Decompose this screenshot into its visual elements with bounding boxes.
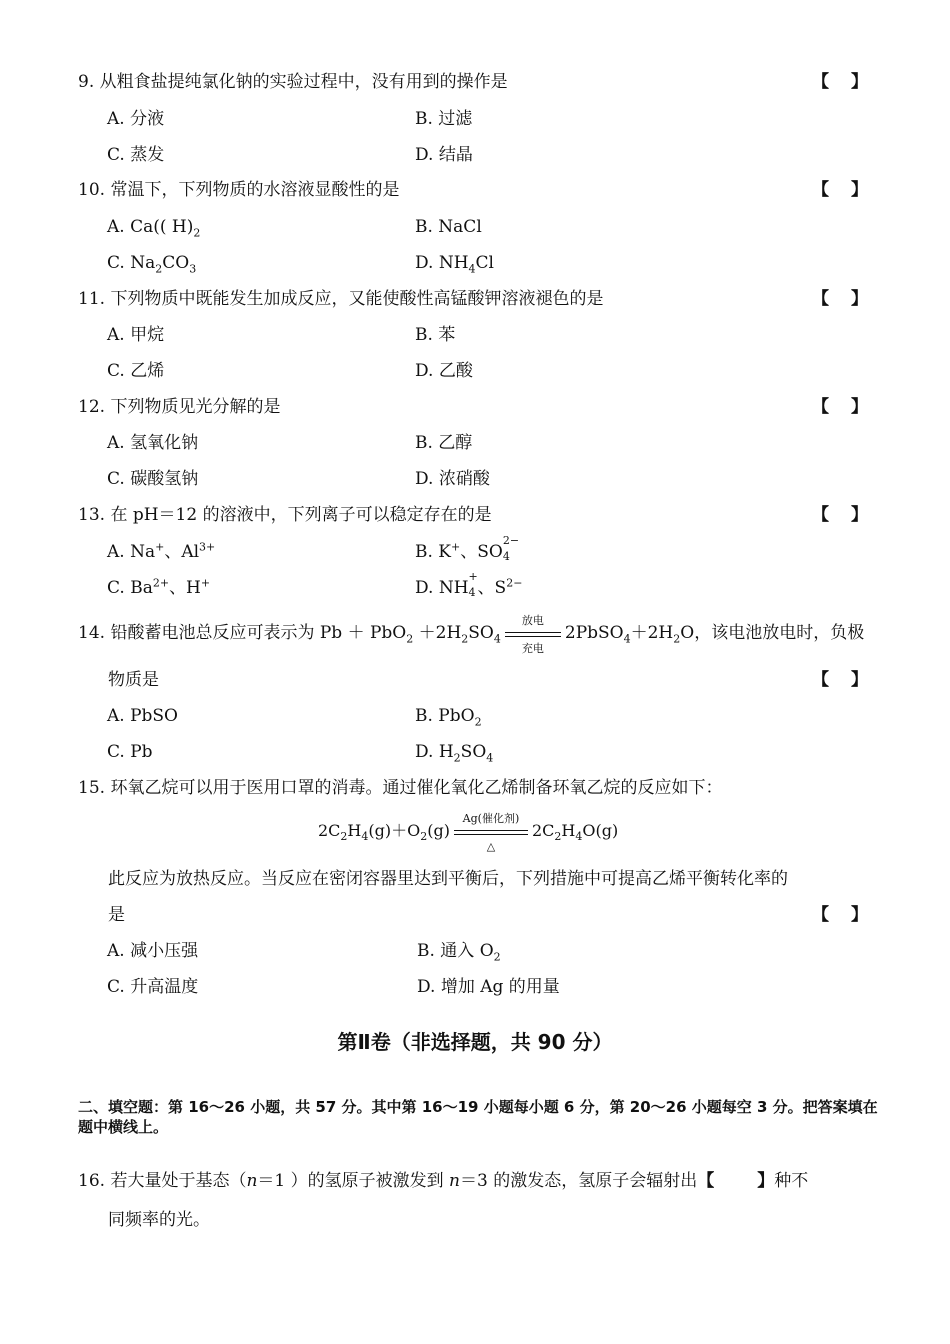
answer-bracket-11[interactable]: 【 】: [812, 289, 868, 309]
part-2-title: 第Ⅱ卷（非选择题，共 90 分）: [337, 1030, 613, 1054]
option-9d: D. 结晶: [415, 145, 473, 165]
option-14d: D. $H_2SO_4$: [415, 742, 494, 765]
option-15d: D. 增加 Ag 的用量: [417, 977, 560, 997]
option-10c: C. $Na_2CO_3$: [107, 253, 197, 276]
option-15c: C. 升高温度: [107, 977, 199, 997]
option-10a: A. Ca(( $H)_2$: [107, 217, 201, 240]
question-12-stem: 12. 下列物质见光分解的是: [78, 397, 281, 417]
answer-bracket-15[interactable]: 【 】: [812, 905, 868, 925]
answer-bracket-9[interactable]: 【 】: [812, 72, 868, 92]
option-15b: B. 通入 $O_2$: [417, 941, 501, 964]
question-16-stem: 16. 若大量处于基态（n＝1 ）的氢原子被激发到 n＝3 的激发态，氢原子会辐射出【 】种不: [78, 1171, 809, 1191]
reversible-arrow: 放电 充电: [503, 623, 563, 645]
question-16-continuation: 同频率的光。: [108, 1210, 210, 1230]
option-9b: B. 过滤: [415, 109, 473, 129]
option-13c: C. $Ba^{2+}$、H+: [107, 576, 211, 598]
option-10d: D. $NH_4Cl$: [415, 253, 494, 276]
section-2-instructions: 二、填空题：第 16～26 小题，共 57 分。其中第 16～19 小题每小题 6 分，第 20～26 小题每空 3 分。把答案填在题中横线上。: [78, 1098, 878, 1136]
option-14c: C. Pb: [107, 742, 153, 762]
question-10-stem: 10. 常温下，下列物质的水溶液显酸性的是: [78, 180, 400, 200]
answer-bracket-10[interactable]: 【 】: [812, 180, 868, 200]
reaction-equation: $2C_2H_4(g)+O_2(g)$ Ag(催化剂) △ $2C_2H_4O(g)$: [318, 811, 619, 853]
question-14-continuation: 物质是: [108, 670, 159, 690]
option-11a: A. 甲烷: [107, 325, 165, 345]
option-10b: B. NaCl: [415, 217, 482, 237]
option-9a: A. 分液: [107, 109, 165, 129]
option-14a: A. PbSO: [107, 706, 178, 726]
option-11c: C. 乙烯: [107, 361, 165, 381]
question-11-stem: 11. 下列物质中既能发生加成反应，又能使酸性高锰酸钾溶液褪色的是: [78, 289, 604, 309]
option-14b: B. PbO$_2$: [415, 706, 482, 729]
option-12b: B. 乙醇: [415, 433, 473, 453]
question-14-stem: 14. 铅酸蓄电池总反应可表示为 $Pb + PbO_2 +2H_2SO_4$ 放电 充电 $2PbSO_4+2H_2O$，该电池放电时，负极: [78, 613, 865, 655]
option-12c: C. 碳酸氢钠: [107, 469, 199, 489]
option-15a: A. 减小压强: [107, 941, 199, 961]
question-15-stem: 15. 环氧乙烷可以用于医用口罩的消毒。通过催化氧化乙烯制备环氧乙烷的反应如下：: [78, 778, 723, 798]
option-11b: B. 苯: [415, 325, 456, 345]
option-11d: D. 乙酸: [415, 361, 473, 381]
reversible-arrow: Ag(催化剂) △: [452, 821, 530, 843]
question-13-stem: 13. 在 pH＝12 的溶液中，下列离子可以稳定存在的是: [78, 505, 492, 525]
option-13b: B. K+、SO 2− 4: [415, 534, 520, 563]
answer-bracket-12[interactable]: 【 】: [812, 397, 868, 417]
option-12a: A. 氢氧化钠: [107, 433, 199, 453]
option-12d: D. 浓硝酸: [415, 469, 490, 489]
answer-bracket-13[interactable]: 【 】: [812, 505, 868, 525]
question-15-continuation-2: 是: [108, 905, 125, 925]
option-13d: D. NH + 4 、$S^{2-}$: [415, 570, 523, 599]
option-13a: A. Na+、$Al^{3+}$: [107, 540, 216, 562]
answer-bracket-16[interactable]: 【: [697, 1171, 715, 1191]
question-15-continuation: 此反应为放热反应。当反应在密闭容器里达到平衡后，下列措施中可提高乙烯平衡转化率的: [108, 869, 788, 889]
question-9-stem: 9. 从粗食盐提纯氯化钠的实验过程中，没有用到的操作是: [78, 72, 508, 92]
option-9c: C. 蒸发: [107, 145, 165, 165]
answer-bracket-14[interactable]: 【 】: [812, 670, 868, 690]
